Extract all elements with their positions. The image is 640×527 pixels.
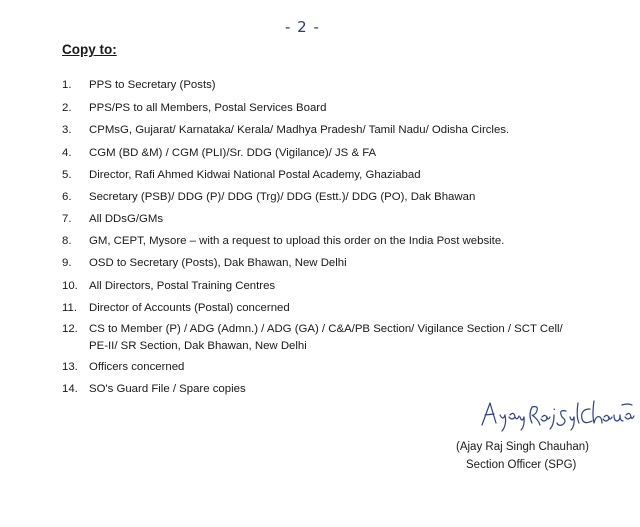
list-item-number: 14. bbox=[62, 383, 78, 395]
list-item-number: 9. bbox=[62, 257, 72, 269]
list-item-number: 8. bbox=[62, 235, 72, 247]
list-item-number: 13. bbox=[62, 361, 78, 373]
signatory-name: (Ajay Raj Singh Chauhan) bbox=[456, 441, 589, 453]
list-item-number: 6. bbox=[62, 191, 72, 203]
list-item-text: Secretary (PSB)/ DDG (P)/ DDG (Trg)/ DDG (Estt.)/ DDG (PO), Dak Bhawan bbox=[89, 191, 476, 203]
list-item-number: 10. bbox=[62, 280, 78, 292]
list-item-text: All DDsG/GMs bbox=[89, 213, 164, 225]
signatory-title: Section Officer (SPG) bbox=[466, 459, 577, 471]
list-item-text: OSD to Secretary (Posts), Dak Bhawan, New Delhi bbox=[89, 257, 347, 269]
list-item-number: 2. bbox=[62, 102, 72, 114]
list-item-text: Officers concerned bbox=[89, 361, 185, 373]
list-item-text: CPMsG, Gujarat/ Karnataka/ Kerala/ Madhya Pradesh/ Tamil Nadu/ Odisha Circles. bbox=[89, 124, 510, 136]
list-item-number: 7. bbox=[62, 213, 72, 225]
list-item-text: SO's Guard File / Spare copies bbox=[89, 383, 246, 395]
copy-to-heading: Copy to: bbox=[62, 42, 117, 57]
list-item-number: 11. bbox=[62, 302, 77, 314]
handwritten-signature bbox=[476, 395, 636, 435]
list-item-text: GM, CEPT, Mysore – with a request to upload this order on the India Post website. bbox=[89, 235, 505, 247]
list-item-text: CS to Member (P) / ADG (Admn.) / ADG (GA) / C&A/PB Section/ Vigilance Section / SCT Cell/ bbox=[89, 323, 563, 335]
list-item-text: PE-II/ SR Section, Dak Bhawan, New Delhi bbox=[89, 340, 307, 352]
list-item-text: CGM (BD &M) / CGM (PLI)/Sr. DDG (Vigilance)/ JS & FA bbox=[89, 147, 377, 159]
list-item-text: Director, Rafi Ahmed Kidwai National Postal Academy, Ghaziabad bbox=[89, 169, 421, 181]
list-item-number: 5. bbox=[62, 169, 72, 181]
page-number: - 2 - bbox=[285, 18, 320, 36]
list-item-text: PPS/PS to all Members, Postal Services Board bbox=[89, 102, 327, 114]
list-item-text: All Directors, Postal Training Centres bbox=[89, 280, 276, 292]
list-item-text: PPS to Secretary (Posts) bbox=[89, 79, 216, 91]
list-item-number: 4. bbox=[62, 147, 72, 159]
list-item-text: Director of Accounts (Postal) concerned bbox=[89, 302, 290, 314]
list-item-number: 1. bbox=[62, 79, 72, 91]
list-item-number: 12. bbox=[62, 323, 78, 335]
list-item-number: 3. bbox=[62, 124, 72, 136]
